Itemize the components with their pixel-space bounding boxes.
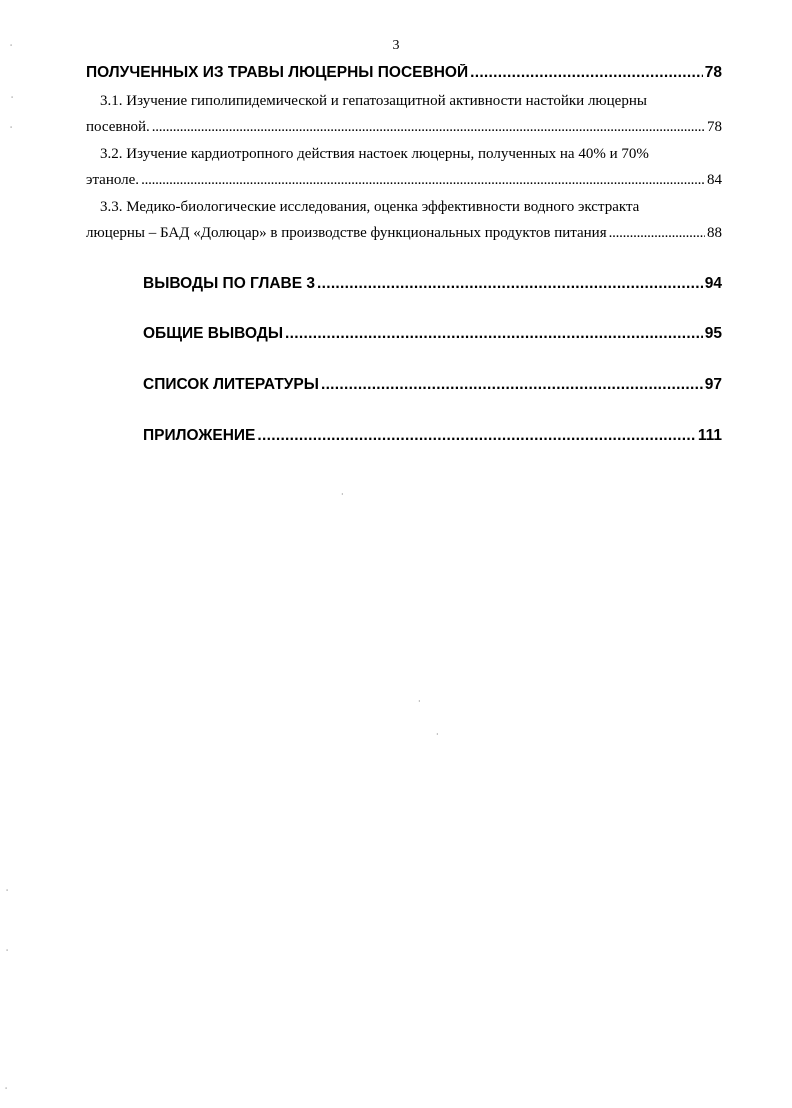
toc-entry-label: люцерны – БАД «Долюцар» в производстве функциональных продуктов питания <box>86 225 607 241</box>
toc-entry-label: этаноле. <box>86 172 140 188</box>
scan-speck: · <box>418 697 421 706</box>
scan-speck: ⸱ <box>5 1084 8 1093</box>
toc-page-number: 88 <box>707 225 722 241</box>
dot-leader <box>470 64 703 82</box>
toc-entry-3-3[interactable] <box>86 225 722 242</box>
dot-leader <box>609 225 705 242</box>
toc-entry-label: ОБЩИЕ ВЫВОДЫ <box>143 325 284 342</box>
toc-page-number: 78 <box>707 119 722 135</box>
dot-leader <box>257 427 695 445</box>
toc-page-number: 84 <box>707 172 722 188</box>
dot-leader <box>317 275 703 293</box>
toc-page-number: 78 <box>704 64 722 81</box>
toc-page-number: 97 <box>704 376 722 393</box>
toc-entry-label: СПИСОК ЛИТЕРАТУРЫ <box>143 376 319 393</box>
toc-entry-3-2-line1: 3.2. Изучение кардиотропного действия настоек люцерны, полученных на 40% и 70% <box>100 146 649 162</box>
toc-entry-label: ВЫВОДЫ ПО ГЛАВЕ 3 <box>143 275 315 292</box>
dot-leader <box>321 376 703 394</box>
toc-entry-conclusions-ch3[interactable] <box>143 275 722 293</box>
toc-entry-label: ПРИЛОЖЕНИЕ <box>143 427 256 444</box>
scan-speck: ⸱ <box>10 123 13 132</box>
toc-entry-continued-heading[interactable] <box>86 64 722 82</box>
toc-entry-3-2[interactable] <box>86 172 722 189</box>
page-number: 3 <box>392 38 400 53</box>
scan-speck: ⸱ <box>6 946 9 955</box>
dot-leader <box>141 172 705 189</box>
toc-entry-appendix[interactable] <box>143 427 722 445</box>
scan-speck: ⸱ <box>6 886 9 895</box>
dot-leader <box>152 119 705 136</box>
toc-entry-general-conclusions[interactable] <box>143 325 722 343</box>
toc-entry-label: посевной. <box>86 119 150 135</box>
toc-page-number: 95 <box>704 325 722 342</box>
toc-entry-3-3-line1: 3.3. Медико-биологические исследования, оценка эффективности водного экстракта <box>100 199 640 215</box>
scan-speck: · <box>341 490 344 499</box>
toc-entry-3-1[interactable] <box>86 119 722 136</box>
scan-speck: ⸱ <box>10 41 13 50</box>
scan-speck: ⸱ <box>11 93 14 102</box>
toc-page-number: 94 <box>704 275 722 292</box>
toc-entry-references[interactable] <box>143 376 722 394</box>
toc-entry-3-1-line1: 3.1. Изучение гиполипидемической и гепатозащитной активности настойки люцерны <box>100 93 647 109</box>
toc-entry-label: ПОЛУЧЕННЫХ ИЗ ТРАВЫ ЛЮЦЕРНЫ ПОСЕВНОЙ <box>86 64 469 81</box>
toc-page-number: 111 <box>697 427 722 444</box>
dot-leader <box>285 325 703 343</box>
scan-speck: · <box>436 730 439 739</box>
